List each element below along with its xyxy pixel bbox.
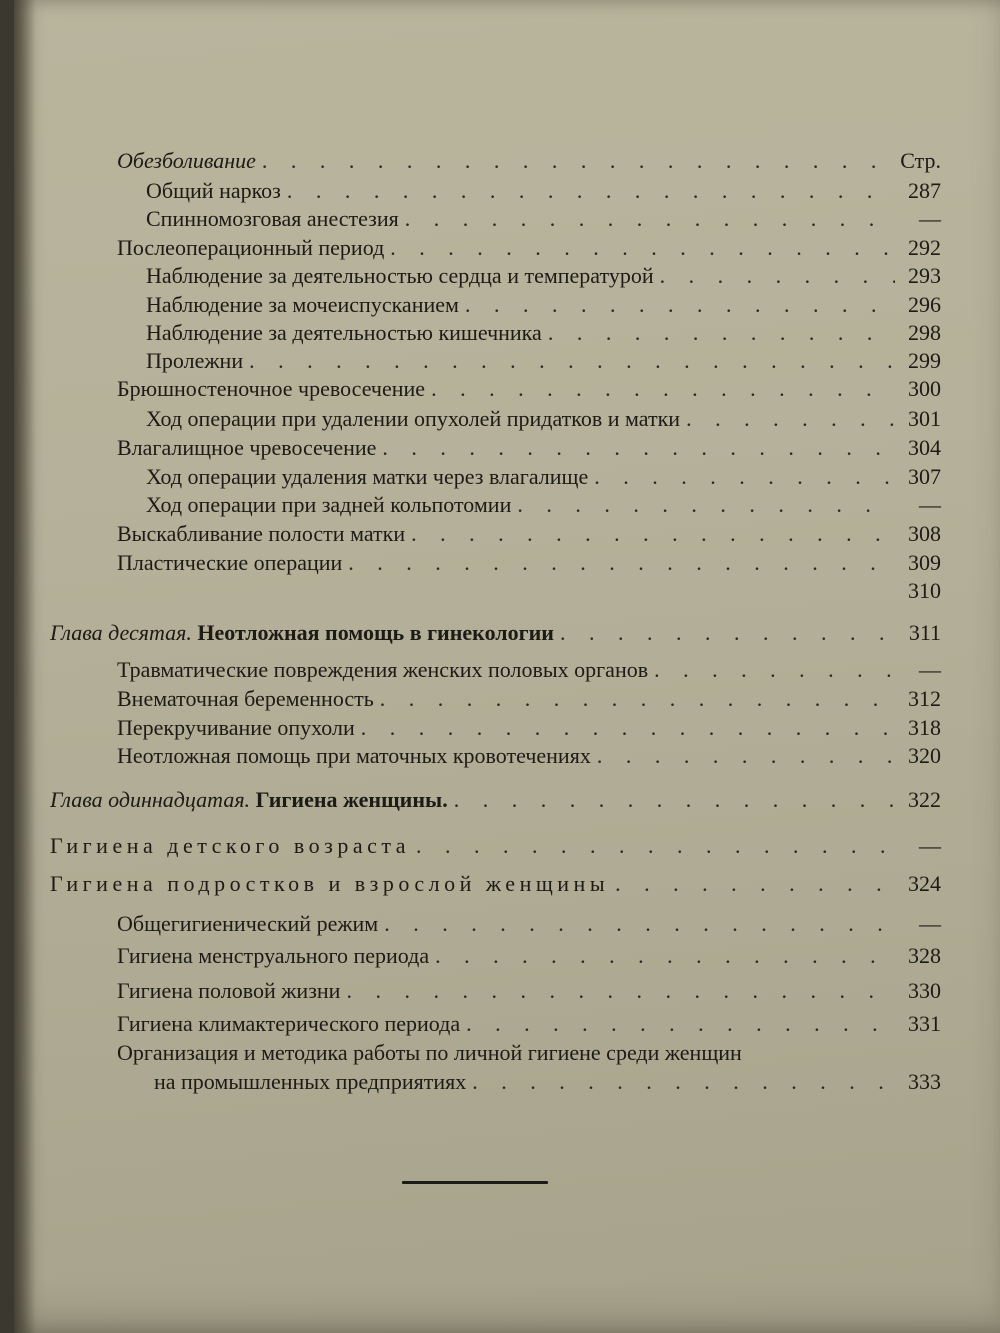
toc-entry-title: Пролежни: [146, 348, 244, 373]
toc-entry-continuation: [154, 1071, 941, 1093]
leader-dots: [548, 322, 895, 344]
toc-page-number: 312: [908, 686, 941, 711]
leader-dots: [346, 980, 895, 1002]
book-page: [14, 0, 1000, 1333]
toc-page-number: 318: [908, 715, 941, 740]
leader-dots: [597, 745, 895, 767]
toc-page-number: —: [919, 492, 941, 517]
toc-section: [50, 873, 941, 895]
leader-dots: [249, 350, 895, 372]
toc-page-number: 331: [908, 1011, 941, 1036]
leader-dots: [361, 717, 895, 739]
toc-entry-title: Ход операции при задней кольпотомии: [146, 492, 512, 517]
toc-page-number: —: [919, 657, 941, 682]
toc-page-number: 309: [908, 550, 941, 575]
toc-entry-title: Внематочная беременность: [117, 686, 374, 711]
leader-dots: [384, 913, 895, 935]
toc-entry-title: на промышленных предприятиях: [154, 1069, 467, 1094]
toc-page-number: 333: [908, 1069, 941, 1094]
toc-page-number: 293: [908, 263, 941, 288]
leader-dots: [654, 659, 895, 681]
toc-entry-anesthesia: [117, 150, 941, 172]
leader-dots: [686, 408, 895, 430]
leader-dots: [262, 150, 894, 172]
toc-entry-title: Наблюдение за деятельностью сердца и температурой: [146, 263, 654, 288]
chapter-prefix: Глава одиннадцатая.: [50, 787, 251, 812]
toc-entry-title: Послеоперационный период: [117, 235, 385, 260]
toc-entry-title: Пластические операции: [117, 550, 343, 575]
toc-entry-title: Гигиена менструального периода: [117, 943, 430, 968]
toc-entry: [146, 180, 941, 202]
toc-entry-title: Влагалищное чревосечение: [117, 435, 377, 460]
toc-entry: [117, 552, 941, 574]
toc-entry: [117, 237, 941, 259]
toc-entry: [146, 494, 941, 516]
toc-entry-title: Ход операции при удалении опухолей придатков и матки: [146, 406, 681, 431]
leader-dots: [382, 437, 895, 459]
toc-entry-title: Гигиена климактерического периода: [117, 1011, 461, 1036]
toc-page-number: 324: [908, 871, 941, 896]
toc-page-number: 310: [908, 578, 941, 603]
chapter-name: Неотложная помощь в гинекологии: [197, 620, 554, 645]
toc-entry-title: Общий наркоз: [146, 178, 281, 203]
leader-dots: [660, 265, 895, 287]
leader-dots: [431, 378, 895, 400]
leader-dots: [594, 466, 895, 488]
leader-dots: [454, 789, 895, 811]
page-column-label: Стр.: [900, 148, 941, 173]
toc-entry: [117, 945, 941, 967]
toc-entry-title: Выскабливание полости матки: [117, 521, 406, 546]
leader-dots: [615, 873, 895, 895]
toc-entry-title: Спинномозговая анестезия: [146, 206, 399, 231]
leader-dots: [287, 180, 895, 202]
toc-entry: [117, 980, 941, 1002]
toc-entry: [117, 523, 941, 545]
chapter-11-heading: [50, 789, 941, 811]
toc-entry-title: Организация и методика работы по личной гигиене среди женщин: [117, 1040, 742, 1065]
toc-section: [50, 835, 941, 857]
toc-section-title: Гигиена подростков и взрослой женщины: [50, 871, 610, 896]
toc-entry: [117, 580, 941, 602]
toc-entry-title: Общегигиенический режим: [117, 911, 379, 936]
toc-entry: [146, 322, 941, 344]
toc-page-number: —: [919, 833, 941, 858]
toc-entry: [146, 350, 941, 372]
leader-dots: [405, 208, 895, 230]
toc-page-number: 304: [908, 435, 941, 460]
chapter-prefix: Глава десятая.: [50, 620, 192, 645]
toc-entry: [117, 745, 941, 767]
leader-dots: [472, 1071, 895, 1093]
toc-entry: [146, 208, 941, 230]
toc-entry: [146, 265, 941, 287]
toc-entry: [117, 378, 941, 400]
toc-entry-title: Гигиена половой жизни: [117, 978, 341, 1003]
toc-entry: [117, 688, 941, 710]
leader-dots: [348, 552, 895, 574]
toc-page-number: 299: [908, 348, 941, 373]
leader-dots: [380, 688, 895, 710]
leader-dots: [435, 945, 895, 967]
toc-page-number: 307: [908, 464, 941, 489]
leader-dots: [465, 294, 895, 316]
toc-page-number: 320: [908, 743, 941, 768]
toc-entry-title: Перекручивание опухоли: [117, 715, 355, 740]
toc-page-number: 328: [908, 943, 941, 968]
toc-page-number: 311: [908, 620, 941, 645]
toc-entry-title: Наблюдение за мочеиспусканием: [146, 292, 459, 317]
toc-page-number: —: [919, 206, 941, 231]
toc-page-number: 287: [908, 178, 941, 203]
end-divider: [402, 1181, 548, 1184]
toc-entry-title: Неотложная помощь при маточных кровотечениях: [117, 743, 591, 768]
toc-entry: [146, 294, 941, 316]
toc-entry: [117, 437, 941, 459]
toc-section-title: Гигиена детского возраста: [50, 833, 411, 858]
leader-dots: [560, 622, 895, 644]
toc-page-number: 292: [908, 235, 941, 260]
leader-dots: [390, 237, 895, 259]
toc-entry: [117, 717, 941, 739]
toc-entry: [117, 1042, 941, 1064]
leader-dots: [416, 835, 895, 857]
toc-entry: [117, 659, 941, 681]
toc-page-number: 301: [908, 406, 941, 431]
toc-page-number: 330: [908, 978, 941, 1003]
toc-page-number: 322: [908, 787, 941, 812]
toc-entry-title: Обезболивание: [117, 148, 256, 173]
toc-entry-title: Брюшностеночное чревосечение: [117, 376, 426, 401]
toc-entry-title: Ход операции удаления матки через влагалище: [146, 464, 589, 489]
toc-entry: [146, 408, 941, 430]
toc-page-number: 300: [908, 376, 941, 401]
toc-entry: [117, 1013, 941, 1035]
toc-page-number: 308: [908, 521, 941, 546]
toc-page-number: 298: [908, 320, 941, 345]
toc-page-number: —: [919, 911, 941, 936]
chapter-10-heading: [50, 622, 941, 644]
leader-dots: [411, 523, 895, 545]
toc-entry-title: Наблюдение за деятельностью кишечника: [146, 320, 542, 345]
chapter-name: Гигиена женщины.: [255, 787, 448, 812]
leader-dots: [466, 1013, 895, 1035]
toc-entry: [146, 466, 941, 488]
toc-entry-title: Травматические повреждения женских половых органов: [117, 657, 649, 682]
toc-page-number: 296: [908, 292, 941, 317]
leader-dots: [517, 494, 895, 516]
toc-entry: [117, 913, 941, 935]
